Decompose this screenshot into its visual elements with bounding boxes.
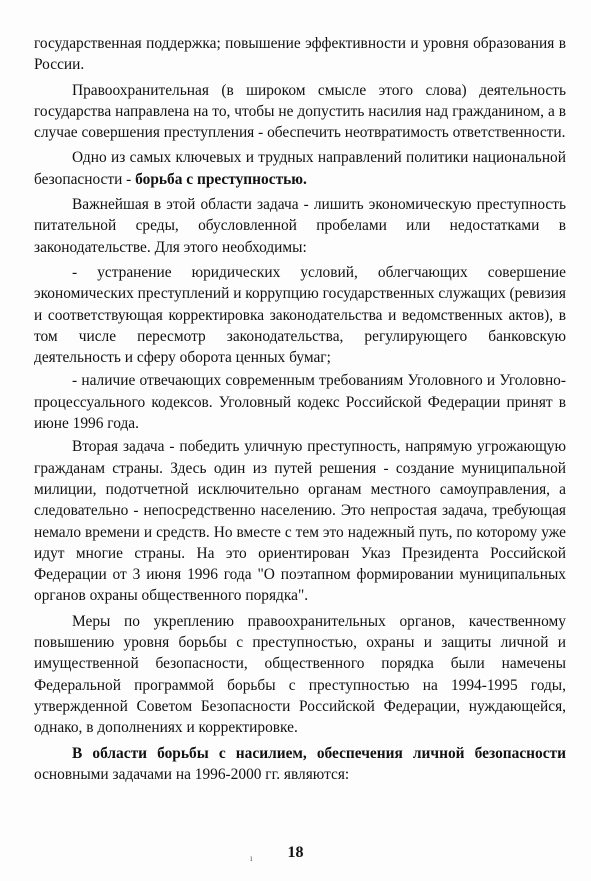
scan-speck: ı — [250, 853, 253, 863]
paragraph-economic-crime: Важнейшая в этой области задача - лишить экономическую преступность питательной среды, обусловленной пробелами или недостатками в законодательстве. Для этого необходимы: — [34, 196, 566, 256]
paragraph-key-directions — [34, 147, 566, 190]
list-item-criminal-codes: - наличие отвечающих современным требованиям Уголовного и Уголовно-процессуального кодексов. Уголовный кодекс Российской Федерации принят в июне 1996 года. — [34, 372, 566, 433]
list-item-legal-conditions: - устранение юридических условий, облегчающих совершение экономических преступлений и коррупцию государственных служащих (ревизия и соответствующая корректировка законодательства и ведомственных актов), в том числе пересмотр законодательства, регулирующего банковскую деятельность и сферу оборота ценных бумаг; — [34, 263, 566, 367]
paragraph-continuation: государственная поддержка; повышение эффективности и уровня образования в России. — [34, 35, 566, 74]
paragraph-street-crime: Вторая задача - победить уличную преступность, напрямую угрожающую гражданам страны. Здесь один из путей решения - создание муниципальной милиции, подотчетной исключительно органам местного самоуправления, а следовательно - непосредственно населению. Это непростая задача, требующая немало времени и средств. Но вместе с тем это надежный путь, по которому уже идут многие страны. На это ориентирован Указ Президента Российской Федерации от 3 июня 1996 года "О поэтапном формировании муниципальных органов охраны общественного порядка". — [34, 438, 566, 605]
paragraph-violence-tasks-tail: основными задачами на 1996-2000 гг. являются: — [34, 765, 350, 783]
paragraph-key-directions-text: Одно из самых ключевых и трудных направлений политики национальной безопасности - — [34, 149, 566, 188]
body-text — [34, 33, 566, 789]
paragraph-violence-tasks — [34, 743, 566, 786]
paragraph-law-enforcement: Правоохранительная (в широком смысле этого слова) деятельность государства направлена на то, чтобы не допустить насилия над гражданином, а в случае совершения преступления - обеспечить неотвратимость ответственности. — [34, 81, 566, 142]
page-number: 18 — [287, 844, 304, 861]
emphasis-violence-safety: В области борьбы с насилием, обеспечения личной безопасности — [72, 744, 566, 762]
paragraph-federal-program: Меры по укреплению правоохранительных органов, качественному повышению уровня борьбы с преступностью, охраны и защиты личной и имущественной безопасности, общественного порядка были намечены Федеральной программой борьбы с преступностью на 1994-1995 годы, утвержденной Советом Безопасности Российской Федерации, нуждающейся, однако, в дополнениях и корректировке. — [34, 612, 566, 737]
emphasis-crime-fight: борьба с преступностью. — [135, 170, 307, 188]
